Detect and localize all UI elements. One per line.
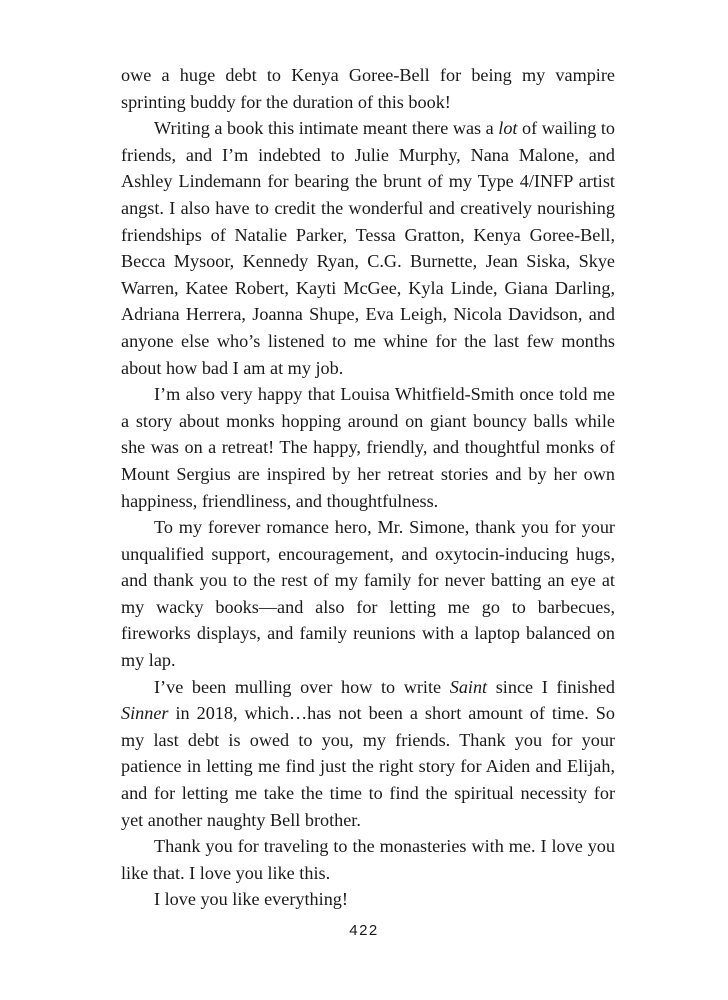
text-segment: I’m also very happy that Louisa Whitfield-Smith once told me a story about monks hopping around on giant bouncy balls while she was on a retreat! The happy, friendly, and thoughtful monks of Mount Sergius are inspired by her retreat stories and by her own happiness, friendliness, and thoughtfulness. <box>121 384 615 511</box>
text-segment: I love you like everything! <box>154 889 348 910</box>
text-segment: Writing a book this intimate meant there was a <box>154 118 499 139</box>
paragraph-family <box>121 514 615 674</box>
paragraph-monks <box>121 381 615 514</box>
text-segment-italic: Saint <box>449 676 488 697</box>
paragraph-closing <box>121 886 615 913</box>
text-segment: in 2018, which…has not been a short amount of time. So my last debt is owed to you, my friends. Thank you for your patience in letting me find just the right story for Aiden and Elijah, and for letting me take the time to find the spiritual necessity for yet another naughty Bell brother. <box>121 703 615 830</box>
text-segment-italic: Sinner <box>121 703 169 724</box>
paragraph-continuation <box>121 62 615 115</box>
text-segment: Thank you for traveling to the monasteries with me. I love you like that. I love you like this. <box>121 836 615 883</box>
text-segment: of wailing to friends, and I’m indebted to Julie Murphy, Nana Malone, and Ashley Lindemann for bearing the brunt of my Type 4/INFP artist angst. I also have to credit the wonderful and creatively nourishing friendships of Natalie Parker, Tessa Gratton, Kenya Goree-Bell, Becca Mysoor, Kennedy Ryan, C.G. Burnette, Jean Siska, Skye Warren, Katee Robert, Kayti McGee, Kyla Linde, Giana Darling, Adriana Herrera, Joanna Shupe, Eva Leigh, Nicola Davidson, and anyone else who’s listened to me whine for the last few months about how bad I am at my job. <box>121 118 615 378</box>
page-number: 422 <box>349 922 379 939</box>
text-segment: owe a huge debt to Kenya Goree-Bell for being my vampire sprinting buddy for the duration of this book! <box>121 65 615 112</box>
text-segment-italic: lot <box>498 118 518 139</box>
paragraph-readers <box>121 674 615 834</box>
text-segment: I’ve been mulling over how to write <box>154 676 450 697</box>
body-text <box>121 62 615 913</box>
paragraph-friends <box>121 115 615 381</box>
paragraph-monasteries <box>121 833 615 886</box>
text-segment: To my forever romance hero, Mr. Simone, thank you for your unqualified support, encouragement, and oxytocin-inducing hugs, and thank you to the rest of my family for never batting an eye at my wacky books—and also for letting me go to barbecues, fireworks displays, and family reunions with a laptop balanced on my lap. <box>121 517 615 671</box>
text-segment: since I finished <box>487 676 615 697</box>
